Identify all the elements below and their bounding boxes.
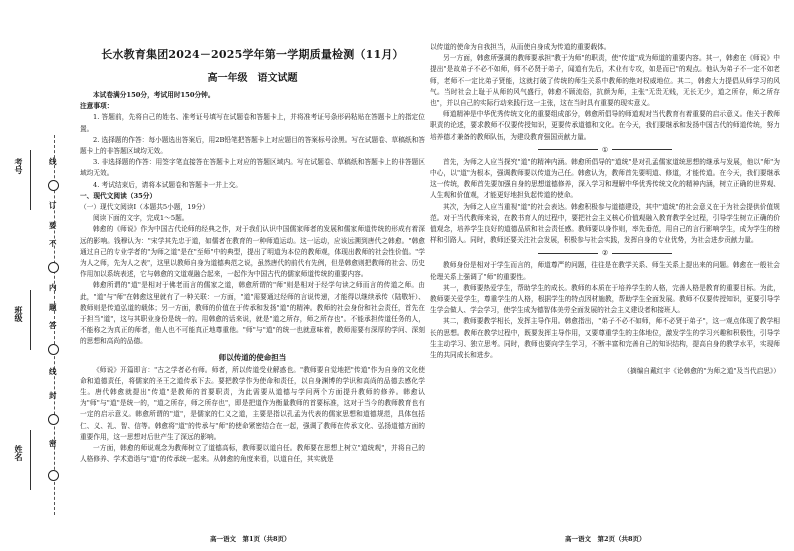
notice-item: 3. 非选择题的作答：用签字笔直接答在答题卡上对应的答题区域内。写在试题卷、草稿纸和答题卡上的非答题区域均无效。 (80, 158, 425, 178)
banji-line (30, 290, 31, 350)
kaohao-line (30, 150, 31, 210)
section-heading: 一、现代文阅读（35分） (80, 191, 157, 200)
section-subheading: （一）现代文阅读Ⅰ（本题共5小题，19分） (80, 203, 210, 212)
passage-paragraph: 《师说》开篇即言："古之学者必有师。师者，所以传道受业解惑也。"教师要自觉地把"传道"作为自身的文化使命和道德责任，将儒家的圣王之道传承下去。要把教学作为使命和责任，以自身渊博的学识和高尚的品德去感化学生。唐代韩愈就提出"传道"是教师的首要职责，为此需要从道德与学问两个方面提升教师的修养。韩愈认为"师"与"道"是统一的，"道之所存，师之所存也"，即是把道作为衡量教师的首要标准，这对于当今的教师教育也有一定的启示意义。韩愈所谓的"道"，是儒家的仁义之道，主要是指以孔孟为代表的儒家思想和道德规范，具体包括仁、义、礼、智、信等。韩愈将"道"的传承与"师"的使命紧密结合在一起，强调了教师在传承文化、弘扬道德方面的重要作用，这一思想对后世产生了深远的影响。 (80, 365, 425, 441)
passage-paragraph: 一方面，韩愈的师说观念为教师树立了道德高标，教师要以道自任。教师要在思想上树立"道统观"，并将自己的人格修养、学术造诣与"道"的传承统一起来。从韩愈的角度来看，以道自任，其实就是 (80, 444, 425, 464)
seal-circle (48, 344, 59, 355)
seal-char: 题 (49, 303, 57, 312)
section-instructions: 阅读下面的文字，完成1～5题。 (93, 214, 189, 223)
seal-char: 线 (49, 157, 57, 166)
seal-circle (48, 470, 59, 481)
notice-heading: 注意事项： (80, 102, 114, 111)
binding-margin (0, 0, 62, 551)
seal-char: 答 (49, 321, 57, 330)
seal-circle (48, 180, 59, 191)
seal-circle (48, 414, 59, 425)
notice-item: 4. 考试结束后，请将本试题卷和答题卡一并上交。 (93, 180, 242, 189)
passage-paragraph: 其次，为师之人应当重视"道"的社会表达。韩愈积极参与道德建设，其中"道统"的社会意义在于为社会提供价值规范。对于当代教师来说，在教书育人的过程中，要把社会主义核心价值观融入教育教学全过程，引导学生树立正确的价值观念，培养学生良好的道德品质和社会责任感。教师要以身作则，率先垂范，用自己的言行影响学生，成为学生的榜样和引路人。同时，教师还要关注社会发展，积极参与社会实践，发挥自身的专业优势，为社会进步贡献力量。 (430, 202, 780, 245)
exam-subtitle: 高一年级 语文试题 (207, 73, 298, 84)
passage-paragraph: 韩愈的《师说》作为中国古代论师的经典之作，对于我们认识中国儒家师者的发展和儒家师道传统的形成有着深远的影响。钱穆认为："宋学其先忠于道，如儒者在教育的一种师道运动。这一运动，应该远溯到唐代之韩愈。"韩愈通过自己的专业学者的"为师之道"是在"至师"中的典型，提出了明道为本位的教师观，体现出教师的社会性价值。"学为人之师，先为人之表"，这里以教师自身为道德典范之说，虽然唐代的前代有先例，但是韩愈则把教师的社会、历史作用加以系统表述，它与韩愈的文道观融合起来，一起作为中国古代的儒家师道传统的重要内容。 (80, 225, 425, 279)
label-xingming: 姓名 (14, 445, 24, 461)
passage-paragraph: 以传道的使命为自我担当，从而使自身成为传道的重要载体。 (430, 43, 611, 51)
blank-marker-1 (430, 146, 780, 154)
passage-source: （摘编自戴红宇《论韩愈的"为师之道"及当代启思》） (623, 367, 780, 376)
seal-circle (48, 262, 59, 273)
seal-char: 内 (49, 283, 57, 292)
label-kaohao: 考号 (14, 158, 24, 174)
seal-char: 密 (49, 439, 57, 448)
seal-char: 不 (49, 239, 57, 248)
seal-char: 订 (49, 201, 57, 210)
marker-label: ① (601, 145, 609, 154)
notice-item: 2. 选择题的作答：每小题选出答案后，用2B铅笔把答题卡上对应题目的答案标号涂黑。写在试题卷、草稿纸和答题卡上的非答题区域均无效。 (80, 135, 425, 156)
blank-marker-2 (430, 249, 780, 257)
page-2 (430, 0, 780, 551)
marker-label: ② (601, 249, 609, 258)
passage-paragraph: 其二，教师要教学相长，发挥主导作用。韩愈指出，"弟子不必不如师，师不必贤于弟子"，这一观点体现了教学相长的思想。教师在教学过程中，既要发挥主导作用，又要尊重学生的主体地位，激发学生的学习兴趣和积极性，引导学生主动学习、独立思考。同时，教师也要向学生学习，不断丰富和完善自己的知识结构，提高自身的教学水平，实现师生的共同成长和进步。 (430, 317, 780, 360)
label-banji: 班级 (14, 306, 24, 322)
passage-section-title: 师以传道的使命担当 (218, 352, 287, 362)
passage-paragraph: 师道精神是中华优秀传统文化的重要组成部分，韩愈所倡导的师道观对当代教育有着重要的启示意义。他关于教师职责的论述，要求教师不仅要传授知识，更要传承道德和文化。在今天，我们要继承和发扬中国古代的师道传统，努力培养德才兼备的教师队伍，为建设教育强国贡献力量。 (430, 110, 780, 141)
seal-char: 要 (49, 221, 57, 230)
exam-info: 本试卷满分150分，考试用时150分钟。 (93, 91, 215, 99)
passage-paragraph: 韩愈所谓的"道"是相对于佛老而言的儒家之道，韩愈所谓的"师"则是相对于经学句读之师而言的传道之师。由此，"道"与"师"在韩愈这里就有了一种关联：一方面，"道"需要通过经师的言说传递，才能得以继续承传（陆敬轩）、教师则是传道弘道的载体；另一方面，教师的价值在于传承和发扬"道"的精神。教师的社会身份和社会责任，首先在于担当"道"，这与其职业身份是统一的。用韩愈的话来说，就是"道之所存，师之所存也"。不能承担传道任务的人，不能称之为真正的师者，他人也不可能真正地尊重他。"师"与"道"的统一也就意味着，教师需要有深厚的学问、深刻的思想和高尚的品德。 (80, 281, 425, 346)
exam-title: 长水教育集团2024－2025学年第一学期质量检测（11月） (101, 48, 404, 61)
passage-paragraph: 首先，为师之人应当探究"道"的精神内涵。韩愈所倡导的"道统"是对孔孟儒家道统思想的继承与发展，他以"师"为中心，以"道"为根本，强调教师要以传道为己任。韩愈认为，教师首先要明道、修道，才能传道。在今天，我们要继承这一传统，教师首先要加强自身的思想道德修养，深入学习和理解中华优秀传统文化的精神内涵，树立正确的世界观、人生观和价值观，才能更好地担负起传道的使命。 (430, 157, 780, 200)
page-2-footer: 高一语文 第2页（共8页） (565, 535, 646, 543)
notice-item: 1. 答题前，先将自己的姓名、准考证号填写在试题卷和答题卡上，并将准考证号条形码粘贴在答题卡上的指定位置。 (80, 113, 425, 133)
seal-char: 封 (49, 391, 57, 400)
page-1 (80, 0, 425, 551)
seal-char: 线 (49, 367, 57, 376)
xingming-line (30, 430, 31, 490)
passage-paragraph: 另一方面，韩愈所强调的教师要承担"教于为师"的职责，使"传道"成为师道的重要内容。其一，韩愈在《师说》中提出"是故弟子不必不如师，师不必贤于弟子，闻道有先后，术业有专攻，如是而已"的观点。他认为弟子不一定不如老师，老师不一定比弟子贤能，这就打破了传统的师生关系中教师的绝对权威地位。其二，韩愈大力提倡从师学习的风气。当时社会上耻于从师的风气盛行，韩愈不顾流俗，抗颜为师，主张"无贵无贱，无长无少，道之所存，师之所存也"，并以自己的实际行动来践行这一主张，这在当时具有重要的现实意义。 (430, 54, 780, 108)
passage-paragraph: 教师身份是相对于学生而言的，师道尊严的问题，往往是在教学关系、师生关系上提出来的问题。韩愈在一般社会伦理关系上强调了"师"的重要性。 (430, 261, 780, 281)
page-1-footer: 高一语文 第1页（共8页） (210, 535, 291, 543)
passage-paragraph: 其一，教师要热爱学生，帮助学生的成长。教师的本质在于培养学生的人格，完善人格是教育的重要目标。为此，教师要关爱学生，尊重学生的人格，根据学生的特点因材施教，帮助学生全面发展。教师不仅要传授知识，更要引导学生学会做人、学会学习，使学生成为德智体美劳全面发展的社会主义建设者和接班人。 (430, 283, 780, 315)
